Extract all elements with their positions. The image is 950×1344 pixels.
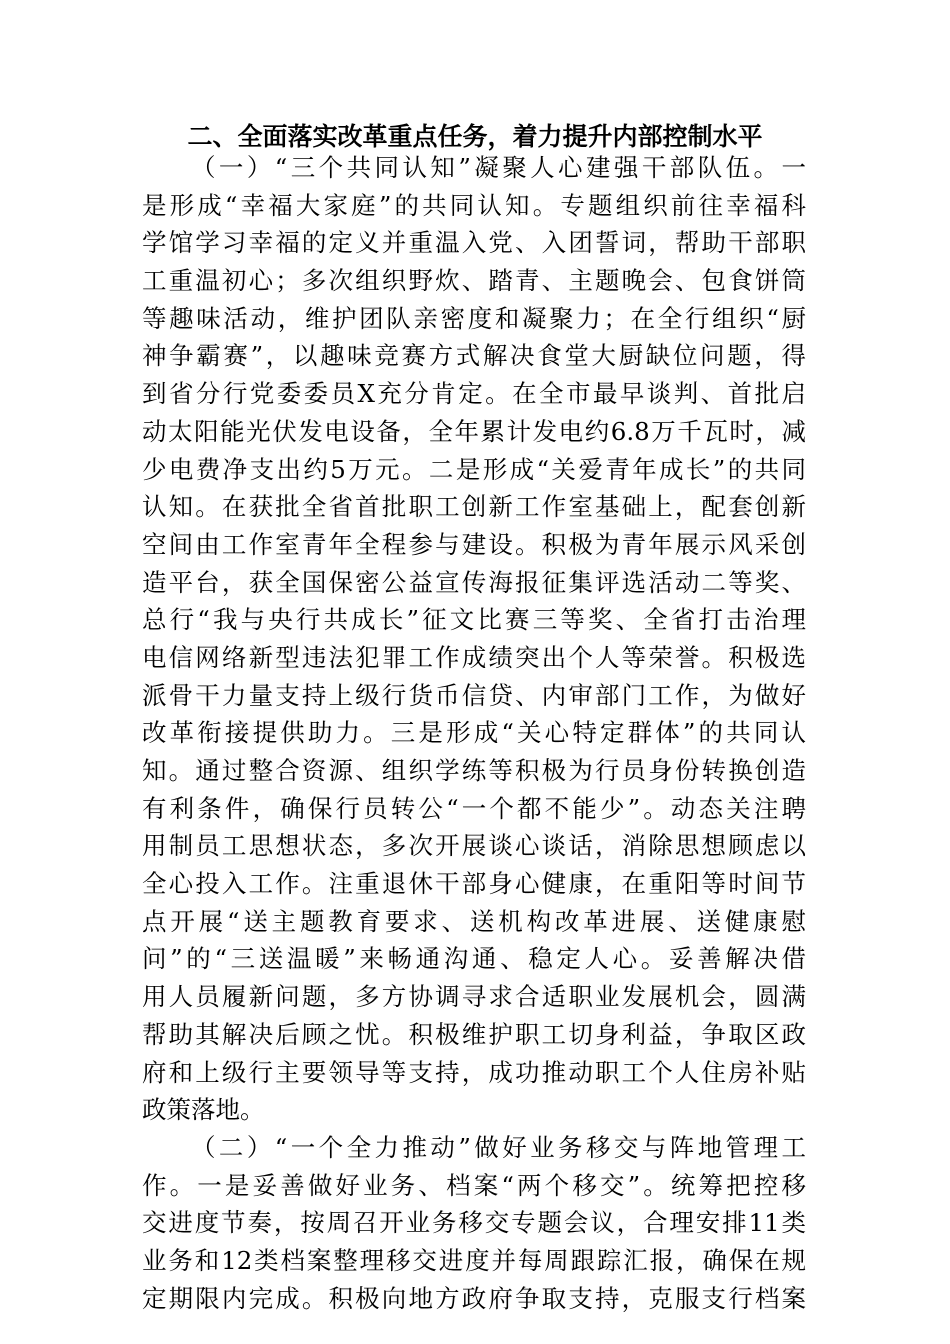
section-heading: 二、全面落实改革重点任务，着力提升内部控制水平	[187, 122, 763, 151]
paragraph-line: 有利条件，确保行员转公“一个都不能少”。动态关注聘	[142, 793, 806, 823]
paragraph-line: 改革衔接提供助力。三是形成“关心特定群体”的共同认	[142, 718, 806, 748]
paragraph-line: 府和上级行主要领导等支持，成功推动职工个人住房补贴	[142, 1057, 806, 1087]
paragraph-line: 认知。在获批全省首批职工创新工作室基础上，配套创新	[142, 492, 806, 522]
paragraph-line: 工重温初心；多次组织野炊、踏青、主题晚会、包食饼筒	[142, 266, 806, 296]
document-body	[142, 149, 806, 1317]
paragraph-line: 定期限内完成。积极向地方政府争取支持，克服支行档案	[142, 1283, 806, 1313]
paragraph-line: 少电费净支出约5万元。二是形成“关爱青年成长”的共同	[142, 454, 806, 484]
paragraph-line: 业务和12类档案整理移交进度并每周跟踪汇报，确保在规	[142, 1245, 806, 1275]
paragraph-2	[142, 1129, 806, 1317]
paragraph-line: 空间由工作室青年全程参与建设。积极为青年展示风采创	[142, 529, 806, 559]
paragraph-line: 帮助其解决后顾之忧。积极维护职工切身利益，争取区政	[142, 1019, 806, 1049]
paragraph-line: 派骨干力量支持上级行货币信贷、内审部门工作，为做好	[142, 680, 806, 710]
paragraph-line: 知。通过整合资源、组织学练等积极为行员身份转换创造	[142, 756, 806, 785]
paragraph-line: 用人员履新问题，多方协调寻求合适职业发展机会，圆满	[142, 982, 806, 1012]
paragraph-line: 等趣味活动，维护团队亲密度和凝聚力；在全行组织“厨	[142, 303, 806, 333]
paragraph-line: 用制员工思想状态，多次开展谈心谈话，消除思想顾虑以	[142, 831, 806, 861]
paragraph-line: 造平台，获全国保密公益宣传海报征集评选活动二等奖、	[142, 567, 806, 597]
paragraph-1	[142, 149, 806, 1129]
paragraph-line: （二）“一个全力推动”做好业务移交与阵地管理工	[191, 1132, 806, 1162]
paragraph-line: 电信网络新型违法犯罪工作成绩突出个人等荣誉。积极选	[142, 642, 806, 672]
paragraph-line: 到省分行党委委员X充分肯定。在全市最早谈判、首批启	[142, 379, 806, 409]
paragraph-line: （一）“三个共同认知”凝聚人心建强干部队伍。一	[191, 153, 806, 182]
paragraph-line: 作。一是妥善做好业务、档案“两个移交”。统筹把控移	[142, 1170, 806, 1200]
paragraph-line: 点开展“送主题教育要求、送机构改革进展、送健康慰	[142, 906, 806, 936]
paragraph-line: 全心投入工作。注重退休干部身心健康，在重阳等时间节	[142, 869, 806, 899]
paragraph-line: 动太阳能光伏发电设备，全年累计发电约6.8万千瓦时，减	[142, 416, 806, 446]
paragraph-line: 问”的“三送温暖”来畅通沟通、稳定人心。妥善解决借	[142, 944, 806, 974]
paragraph-line: 总行“我与央行共成长”征文比赛三等奖、全省打击治理	[142, 605, 806, 635]
paragraph-line: 学馆学习幸福的定义并重温入党、入团誓词，帮助干部职	[142, 228, 806, 258]
paragraph-line: 神争霸赛”，以趣味竞赛方式解决食堂大厨缺位问题，得	[142, 341, 806, 371]
paragraph-line: 交进度节奏，按周召开业务移交专题会议，合理安排11类	[142, 1208, 806, 1238]
paragraph-line: 政策落地。	[142, 1095, 265, 1125]
paragraph-line: 是形成“幸福大家庭”的共同认知。专题组织前往幸福科	[142, 190, 806, 220]
